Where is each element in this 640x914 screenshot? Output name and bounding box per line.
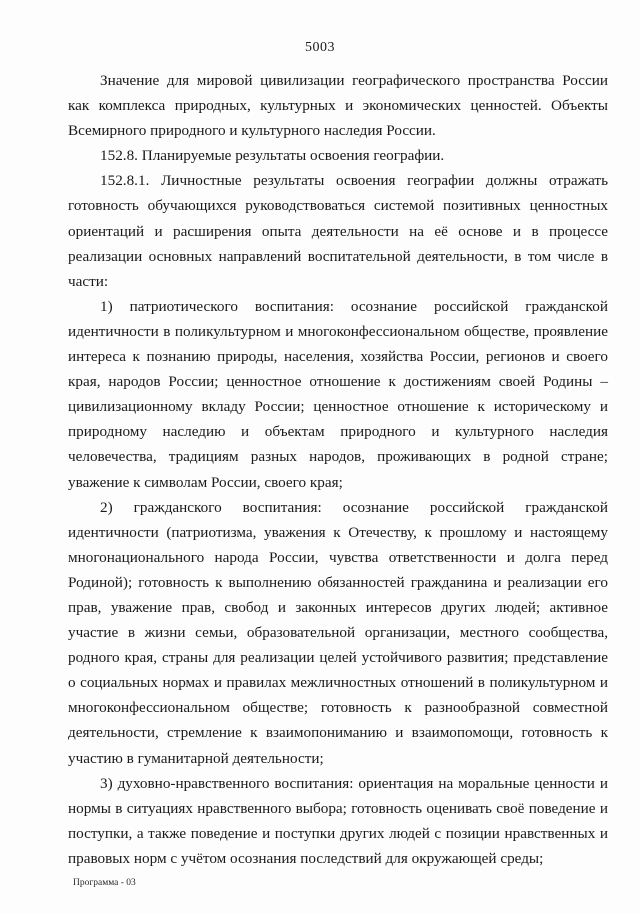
paragraph-152-8-1: 152.8.1. Личностные результаты освоения географии должны отражать готовность обучающихся руководствоваться системой позитивных ценностных ориентаций и расширения опыта деятельности на её основе и в процессе реализации основных направлений воспитательной деятельности, в том числе в части: (68, 172, 608, 290)
page-number: 5003 (305, 40, 335, 55)
list-item-moral-education: 3) духовно-нравственного воспитания: ориентация на моральные ценности и нормы в ситуациях нравственного выбора; готовность оценивать своё поведение и поступки, а также поведение и поступки других людей с позиции нравственных и правовых норм с учётом осознания последствий для окружающей среды; (68, 774, 608, 867)
paragraph-geography-significance: Значение для мировой цивилизации географического пространства России как комплекса природных, культурных и экономических ценностей. Объекты Всемирного природного и культурного наследия России. (68, 72, 608, 140)
list-item-civic-education: 2) гражданского воспитания: осознание российской гражданской идентичности (патриотизма, уважения к Отечеству, к прошлому и настоящему многонационального народа России, чувства ответственности и долга перед Родиной); готовность к выполнению обязанностей гражданина и реализации его прав, уважение прав, свобод и законных интересов других людей; активное участие в жизни семьи, образовательной организации, местного сообщества, родного края, страны для реализации целей устойчивого развития; представление о социальных нормах и правилах межличностных отношений в поликультурном и многоконфессиональном обществе; готовность к разнообразной совместной деятельности, стремление к взаимопониманию и взаимопомощи, готовность к участию в гуманитарной деятельности; (68, 498, 608, 767)
footer-program-label: Программа - 03 (73, 878, 136, 888)
document-body (68, 68, 608, 871)
list-item-patriotic-education: 1) патриотического воспитания: осознание российской гражданской идентичности в поликультурном и многоконфессиональном обществе, проявление интереса к познанию природы, населения, хозяйства России, регионов и своего края, народов России; ценностное отношение к достижениям своей Родины – цивилизационному вкладу России; ценностное отношение к историческому и природному наследию и объектам природного и культурного наследия человечества, традициям разных народов, проживающих в родной стране; уважение к символам России, своего края; (68, 297, 608, 491)
section-heading-152-8: 152.8. Планируемые результаты освоения географии. (100, 147, 445, 165)
